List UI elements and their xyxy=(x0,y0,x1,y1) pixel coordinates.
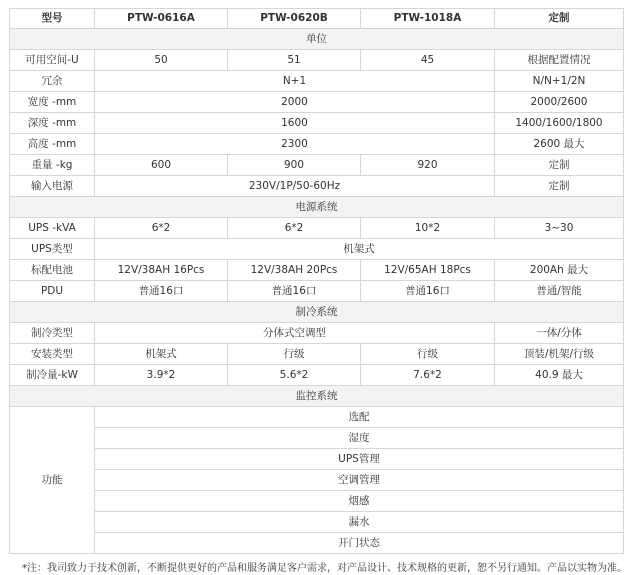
row-ups-kva xyxy=(10,218,624,239)
cell-value: 600 xyxy=(95,155,228,176)
cell-custom: 40.9 最大 xyxy=(495,365,624,386)
row-label: UPS -kVA xyxy=(10,218,95,239)
row-cooling-type xyxy=(10,323,624,344)
cell-custom: 普通/智能 xyxy=(495,281,624,302)
header-model: 型号 xyxy=(10,9,95,29)
row-monitor-function xyxy=(10,407,624,428)
cell-value: 1600 xyxy=(95,113,495,134)
row-monitor-item xyxy=(10,491,624,512)
cell-custom: N/N+1/2N xyxy=(495,71,624,92)
row-redundancy xyxy=(10,71,624,92)
header-ptw-0616a: PTW-0616A xyxy=(95,9,228,29)
cell-value: 920 xyxy=(361,155,495,176)
monitor-item: 开门状态 xyxy=(95,533,624,554)
monitor-item: 烟感 xyxy=(95,491,624,512)
section-title: 电源系统 xyxy=(10,197,624,218)
cell-custom: 定制 xyxy=(495,176,624,197)
row-label: 安装类型 xyxy=(10,344,95,365)
cell-custom: 一体/分体 xyxy=(495,323,624,344)
cell-custom: 200Ah 最大 xyxy=(495,260,624,281)
cell-value: 普通16口 xyxy=(361,281,495,302)
row-label: 制冷类型 xyxy=(10,323,95,344)
cell-value: 行级 xyxy=(361,344,495,365)
cell-value: 行级 xyxy=(228,344,361,365)
cell-value: 2300 xyxy=(95,134,495,155)
row-height xyxy=(10,134,624,155)
footnote: *注：我司致力于技术创新，不断提供更好的产品和服务满足客户需求，对产品设计、技术规格的更新，恕不另行通知。产品以实物为准。 xyxy=(22,563,627,574)
cell-value: 51 xyxy=(228,50,361,71)
row-capacity-u xyxy=(10,50,624,71)
row-label: PDU xyxy=(10,281,95,302)
cell-value: 普通16口 xyxy=(228,281,361,302)
cell-value: 普通16口 xyxy=(95,281,228,302)
cell-value: 2000 xyxy=(95,92,495,113)
monitor-item: 空调管理 xyxy=(95,470,624,491)
row-label: 冗余 xyxy=(10,71,95,92)
row-label: 功能 xyxy=(10,407,95,554)
section-monitor xyxy=(10,386,624,407)
section-cooling xyxy=(10,302,624,323)
cell-custom: 1400/1600/1800 xyxy=(495,113,624,134)
row-input-power xyxy=(10,176,624,197)
row-monitor-item xyxy=(10,428,624,449)
cell-custom: 定制 xyxy=(495,155,624,176)
row-ups-type xyxy=(10,239,624,260)
row-width xyxy=(10,92,624,113)
section-title: 单位 xyxy=(10,29,624,50)
row-battery xyxy=(10,260,624,281)
cell-custom: 2000/2600 xyxy=(495,92,624,113)
section-title: 监控系统 xyxy=(10,386,624,407)
cell-value: 12V/38AH 16Pcs xyxy=(95,260,228,281)
cell-value: 230V/1P/50-60Hz xyxy=(95,176,495,197)
row-label: 输入电源 xyxy=(10,176,95,197)
cell-value: 45 xyxy=(361,50,495,71)
cell-custom: 根据配置情况 xyxy=(495,50,624,71)
monitor-item: UPS管理 xyxy=(95,449,624,470)
header-ptw-0620b: PTW-0620B xyxy=(228,9,361,29)
cell-value: 3.9*2 xyxy=(95,365,228,386)
cell-custom: 顶装/机架/行级 xyxy=(495,344,624,365)
row-label: 标配电池 xyxy=(10,260,95,281)
cell-value: 分体式空调型 xyxy=(95,323,495,344)
row-pdu xyxy=(10,281,624,302)
monitor-item: 选配 xyxy=(95,407,624,428)
cell-value: 机架式 xyxy=(95,344,228,365)
header-ptw-1018a: PTW-1018A xyxy=(361,9,495,29)
cell-value: 6*2 xyxy=(228,218,361,239)
cell-custom: 3~30 xyxy=(495,218,624,239)
row-depth xyxy=(10,113,624,134)
row-monitor-item xyxy=(10,512,624,533)
cell-custom: 2600 最大 xyxy=(495,134,624,155)
row-label: 制冷量-kW xyxy=(10,365,95,386)
row-monitor-item xyxy=(10,449,624,470)
section-unit xyxy=(10,29,624,50)
row-label: 可用空间-U xyxy=(10,50,95,71)
cell-value: 900 xyxy=(228,155,361,176)
section-title: 制冷系统 xyxy=(10,302,624,323)
monitor-item: 湿度 xyxy=(95,428,624,449)
row-label: 重量 -kg xyxy=(10,155,95,176)
row-monitor-item xyxy=(10,533,624,554)
cell-value: 12V/38AH 20Pcs xyxy=(228,260,361,281)
cell-value: N+1 xyxy=(95,71,495,92)
row-weight xyxy=(10,155,624,176)
row-label: 高度 -mm xyxy=(10,134,95,155)
header-custom: 定制 xyxy=(495,9,624,29)
monitor-item: 漏水 xyxy=(95,512,624,533)
cell-value: 7.6*2 xyxy=(361,365,495,386)
row-cooling-capacity xyxy=(10,365,624,386)
header-row xyxy=(10,9,624,29)
row-label: 深度 -mm xyxy=(10,113,95,134)
cell-value: 50 xyxy=(95,50,228,71)
cell-value: 5.6*2 xyxy=(228,365,361,386)
section-power xyxy=(10,197,624,218)
spec-table xyxy=(9,8,624,554)
cell-value: 机架式 xyxy=(95,239,624,260)
cell-value: 6*2 xyxy=(95,218,228,239)
cell-value: 10*2 xyxy=(361,218,495,239)
row-label: UPS类型 xyxy=(10,239,95,260)
cell-value: 12V/65AH 18Pcs xyxy=(361,260,495,281)
row-label: 宽度 -mm xyxy=(10,92,95,113)
row-install-type xyxy=(10,344,624,365)
row-monitor-item xyxy=(10,470,624,491)
